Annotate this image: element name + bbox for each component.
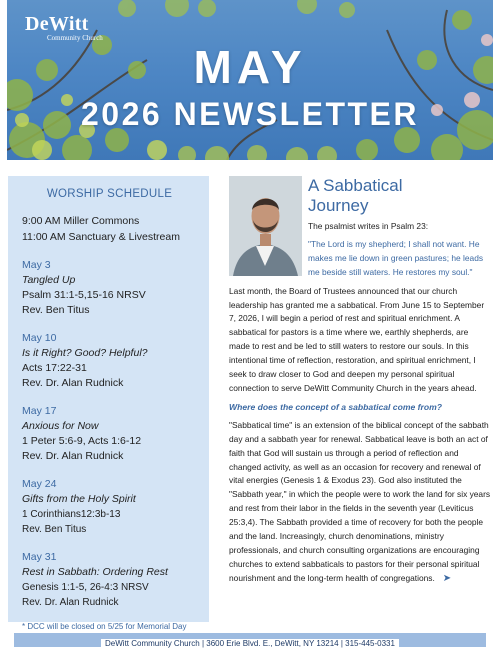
banner-title-newsletter: 2026 NEWSLETTER xyxy=(80,96,419,132)
article-title xyxy=(308,176,488,216)
logo-name: DeWitt xyxy=(25,13,89,35)
service-date: May 17 xyxy=(22,405,57,417)
service-time: 11:00 AM Sanctuary & Livestream xyxy=(22,231,180,243)
article-title-line: A Sabbatical xyxy=(308,176,403,195)
sermon-title: Anxious for Now xyxy=(22,420,99,432)
article-paragraph xyxy=(229,419,491,586)
church-logo xyxy=(25,14,103,42)
service-date: May 3 xyxy=(22,259,51,271)
article-intro: The psalmist writes in Psalm 23: xyxy=(308,221,429,231)
sermon-title: Is it Right? Good? Helpful? xyxy=(22,347,148,359)
article-body xyxy=(229,220,491,591)
sermon-title: Tangled Up xyxy=(22,274,76,286)
preacher-name: Rev. Dr. Alan Rudnick xyxy=(22,377,124,389)
preacher-name: Rev. Ben Titus xyxy=(22,304,90,316)
service-date: May 10 xyxy=(22,332,57,344)
article-paragraph-text: "Sabbatical time" is an extension of the biblical concept of the sabbath day and a sabbath year for renewal. Sabbatical leave is both an act of faith that God will sustain us through a period of reflection and changed activity, as well as an occasion for recovery and renewal of vital energies (Genesis 1 & Exodus 23). God also instituted the "Sabbath year," in which the people were to work the land for six years and rest from their labor in the fields in the seventh year (Leviticus 25:3,4). The Sabbath provided a time of recovery for both the people and the land. Increasingly, church denominations, ministry professionals, and church consulting organizations are encouraging churches to extend sabbaticals to pastors for their personal spiritual nourishment and the long-term health of congregations. xyxy=(229,419,491,583)
continue-arrow-icon: ➤ xyxy=(442,572,452,584)
service-date: May 24 xyxy=(22,478,57,490)
service-entry xyxy=(22,477,197,537)
service-entry xyxy=(22,331,197,391)
preacher-name: Rev. Dr. Alan Rudnick xyxy=(22,597,119,608)
footer-bar xyxy=(14,633,486,647)
scripture-reference: Acts 17:22-31 xyxy=(22,362,87,374)
psalm-quote: "The Lord is my shepherd; I shall not want. He makes me lie down in green pastures; he leads me beside still waters. He restores my soul." xyxy=(308,238,484,277)
sermon-title: Rest in Sabbath: Ordering Rest xyxy=(22,566,168,578)
logo-subtitle: Community Church xyxy=(47,34,103,42)
footer-contact: DeWitt Community Church | 3600 Erie Blvd. E., DeWitt, NY 13214 | 315-445-0331 xyxy=(101,639,399,648)
preacher-name: Rev. Dr. Alan Rudnick xyxy=(22,450,124,462)
service-entry xyxy=(22,258,197,318)
service-date: May 31 xyxy=(22,551,57,563)
worship-schedule-title: WORSHIP SCHEDULE xyxy=(46,188,173,200)
article-title-line: Journey xyxy=(308,196,369,215)
article-paragraph: Last month, the Board of Trustees announced that our church leadership has granted me a sabbatical. From June 15 to September 7, 2026, I will begin a period of rest and spiritual enrichment. A sabbatical for pastors is a time where we, earthly shepherds, are made to rest and be led to still waters to restore our souls. In this intentional time of reflection, restoration, and spiritual enrichment, I seek to draw closer to God and deepen my personal spiritual connection to serve DeWitt Community Church in the years ahead. xyxy=(229,285,485,393)
service-entry xyxy=(22,404,197,464)
scripture-reference: Psalm 31:1-5,15-16 NRSV xyxy=(22,289,146,301)
article-subheading: Where does the concept of a sabbatical come from? xyxy=(229,401,442,412)
service-entry xyxy=(22,550,197,610)
scripture-reference: 1 Peter 5:6-9, Acts 1:6-12 xyxy=(22,435,142,447)
scripture-reference: 1 Corinthians12:3b-13 xyxy=(22,509,121,520)
header-banner xyxy=(7,0,493,160)
sermon-title: Gifts from the Holy Spirit xyxy=(22,493,136,505)
closure-note: * DCC will be closed on 5/25 for Memorial Day xyxy=(22,622,187,631)
worship-schedule-sidebar xyxy=(8,176,209,631)
service-time: 9:00 AM Miller Commons xyxy=(22,215,140,227)
banner-title-month: MAY xyxy=(193,41,307,93)
scripture-reference: Genesis 1:1-5, 26-4:3 NRSV xyxy=(22,582,149,593)
preacher-name: Rev. Ben Titus xyxy=(22,524,87,535)
service-times xyxy=(22,213,197,245)
